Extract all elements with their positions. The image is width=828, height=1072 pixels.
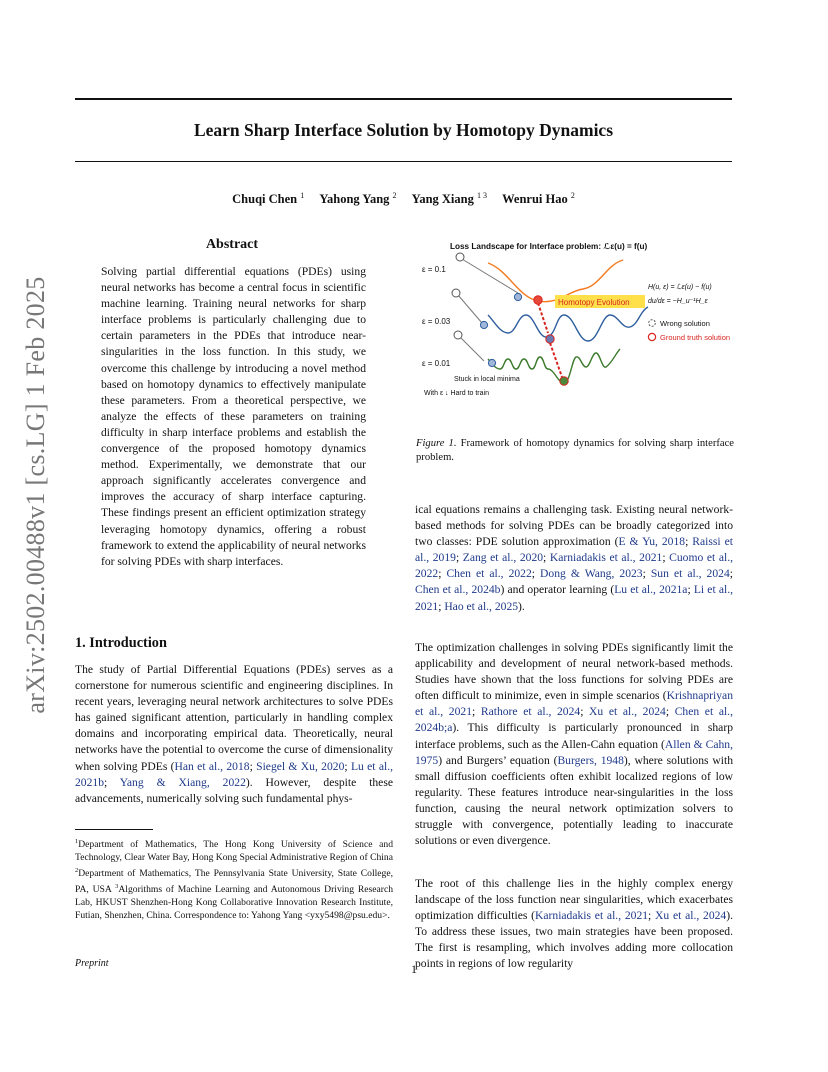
- citation-link[interactable]: Rathore et al., 2024: [480, 705, 581, 719]
- intro-paragraph: [75, 662, 393, 807]
- abstract-text: Solving partial differential equations (PDEs) using neural networks has become a central focus in scientific machine learning. Training neural networks for sharp interface problems is particularly challenging due to certain parameters in the PDEs that introduce near-singularities in the loss function. In this study, we overcome this challenge by introducing a novel method based on homotopy dynamics to effectively manipulate these parameters. From a theoretical perspective, we analyze the effects of these parameters on training difficulty in sharp interface problems and establish the convergence of the proposed homotopy dynamics method. Experimentally, we demonstrate that our approach significantly accelerates convergence and improves the accuracy of sharp interface capturing. These findings present an efficient optimization strategy leveraging homotopy dynamics, offering a robust framework to extend the applicability of neural networks for solving PDEs with sharp interfaces.: [101, 265, 366, 568]
- landscape-curve-eps2: [488, 307, 648, 341]
- figure-homotopy-landscape: [418, 235, 748, 405]
- homotopy-arrow-1: [538, 303, 548, 333]
- paragraph-text: ;: [344, 759, 351, 773]
- title-top-rule: [75, 98, 732, 100]
- paragraph-text: ical equations remains a challenging task. Existing neural network-based methods for solving PDEs can be broadly categorized into two classes: PDE solution approximation (: [415, 503, 733, 549]
- affiliation-footnote: $^1$Department of Mathematics, The Hong Kong University of Science and Technology, Clear Water Bay, Hong Kong Special Administrative Region of China $^2$Department of Mathematics, The Pennsylvania State University, State College, PA, USA $^3$Algorithms of Machine Learning and Autonomous Driving Research Lab, HKUST Shenzhen-Hong Kong Collaborative Innovation Research Institute, Futian, Shenzhen, China. Correspondence to: Yahong Yang <yxy5498@psu.edu>.: [75, 838, 393, 921]
- eps-label-2: ε = 0.03: [422, 317, 451, 326]
- author: Yang Xiang $^{1 3}$: [411, 191, 487, 207]
- start-point-2: [452, 289, 460, 297]
- citation-link[interactable]: E & Yu, 2018: [618, 535, 686, 549]
- wrong-point-3: [488, 359, 495, 366]
- truth-point-3: [560, 377, 568, 385]
- stuck-note: Stuck in local minima: [454, 376, 520, 383]
- citation-link[interactable]: Xu et al., 2024: [655, 909, 727, 923]
- equation-h: H(u, ε) = ℒε(u) − f(u): [648, 284, 712, 291]
- paragraph-text: The optimization challenges in solving PDEs significantly limit the applicability and development of neural network-based methods. Studies have shown that the loss functions for solving PDEs are often difficult to minimize, even in simple scenarios (: [415, 641, 733, 703]
- arxiv-side-stamp: arXiv:2502.00488v1 [cs.LG] 1 Feb 2025: [21, 276, 50, 714]
- gray-arrow-3: [460, 337, 484, 361]
- right-paragraph-3: [415, 876, 733, 973]
- paragraph-text: ;: [642, 567, 651, 581]
- citation-link[interactable]: Xu et al., 2024: [589, 705, 666, 719]
- section-heading-introduction: 1. Introduction: [75, 635, 167, 651]
- paragraph-text: ;: [472, 705, 481, 719]
- paragraph-text: ;: [662, 551, 670, 565]
- citation-link[interactable]: Sun et al., 2024: [650, 567, 730, 581]
- wrong-point-1: [514, 293, 521, 300]
- citation-link[interactable]: Burgers, 1948: [557, 753, 624, 767]
- paper-title: Learn Sharp Interface Solution by Homotopy Dynamics: [193, 120, 614, 140]
- citation-link[interactable]: Lu et al., 2021b: [75, 759, 394, 789]
- figure-caption: Figure 1. Framework of homotopy dynamics for solving sharp interface problem.: [416, 438, 734, 464]
- citation-link[interactable]: Chen et al., 2024b;a: [415, 705, 733, 735]
- paragraph-text: ;: [543, 551, 550, 565]
- homotopy-label: Homotopy Evolution: [558, 298, 630, 307]
- start-point-3: [454, 331, 462, 339]
- legend-truth-marker: [648, 333, 655, 340]
- author: Wenrui Hao $^2$: [502, 191, 575, 207]
- legend-wrong-marker: [649, 320, 656, 327]
- paragraph-text: ). However, despite these advancements, numerically solving such fundamental phys-: [75, 775, 393, 805]
- eps-label-3: ε = 0.01: [422, 359, 451, 368]
- citation-link[interactable]: Karniadakis et al., 2021: [535, 909, 649, 923]
- paragraph-text: ;: [438, 599, 445, 613]
- right-paragraph-1: [415, 502, 733, 615]
- paragraph-text: ;: [580, 705, 590, 719]
- legend-truth-label: Ground truth solution: [660, 333, 731, 342]
- wrong-point-2: [480, 321, 487, 328]
- author-list: [75, 191, 732, 207]
- citation-link[interactable]: Hao et al., 2025: [444, 599, 519, 613]
- citation-link[interactable]: Allen & Cahn, 1975: [415, 737, 733, 767]
- gray-arrow-2: [458, 295, 482, 323]
- paragraph-text: ;: [729, 567, 733, 581]
- paragraph-text: ). To address these issues, two main strategies have been proposed. The first is resampling, which involves adding more collocation points in regions of low regularity: [415, 909, 733, 971]
- equation-dude: du/dε = −H_u⁻¹H_ε: [648, 298, 708, 305]
- citation-link[interactable]: Siegel & Xu, 2020: [256, 759, 345, 773]
- citation-link[interactable]: Chen et al., 2022: [446, 567, 532, 581]
- author: Yahong Yang $^2$: [319, 191, 397, 207]
- hard-note: With ε ↓ Hard to train: [424, 390, 489, 397]
- author: Chuqi Chen $^1$: [232, 191, 305, 207]
- citation-link[interactable]: Li et al., 2021: [415, 583, 733, 613]
- paragraph-text: The root of this challenge lies in the highly complex energy landscape of the loss function near singularities, which exacerbates optimization difficulties (: [415, 877, 733, 923]
- citation-link[interactable]: Karniadakis et al., 2021: [549, 551, 663, 565]
- citation-link[interactable]: Yang & Xiang, 2022: [119, 775, 246, 789]
- paragraph-text: ;: [685, 535, 693, 549]
- citation-link[interactable]: Han et al., 2018: [174, 759, 250, 773]
- paragraph-text: ;: [687, 583, 694, 597]
- truth-point-1: [534, 296, 542, 304]
- paragraph-text: ;: [665, 705, 675, 719]
- abstract-heading: Abstract: [205, 237, 259, 252]
- preprint-label: Preprint: [75, 958, 109, 969]
- figure-title: Loss Landscape for Interface problem: ℒε(u) = f(u): [450, 242, 648, 251]
- paragraph-text: ;: [438, 567, 447, 581]
- paragraph-text: The study of Partial Differential Equations (PDEs) serves as a cornerstone for numerous scientific and engineering disciplines. In recent years, leveraging neural network architectures to solve PDEs has gained significant attention, particularly in handling complex domains and incorporating empirical data. Theoretically, neural networks have the potential to overcome the curse of dimensionality when solving PDEs (: [75, 663, 393, 773]
- citation-link[interactable]: Raissi et al., 2019: [415, 535, 733, 565]
- paragraph-text: ;: [455, 551, 463, 565]
- citation-link[interactable]: Zang et al., 2020: [462, 551, 544, 565]
- citation-link[interactable]: Cuomo et al., 2022: [415, 551, 733, 581]
- right-paragraph-2: [415, 640, 733, 849]
- legend-wrong-label: Wrong solution: [660, 319, 710, 328]
- citation-link[interactable]: Dong & Wang, 2023: [540, 567, 643, 581]
- paragraph-text: ), where solutions with small diffusion coefficients often exhibit localized regions of low regularity. These features introduce near-singularities in the loss function, causing the neural network optimization solvers to struggle with convergence, potentially leading to inaccurate solutions or even divergence.: [415, 753, 733, 848]
- title-bottom-rule: [75, 161, 732, 162]
- paragraph-text: ;: [531, 567, 541, 581]
- eps-label-1: ε = 0.1: [422, 265, 446, 274]
- paragraph-text: ).: [518, 599, 525, 613]
- page-number: 1: [411, 962, 417, 976]
- citation-link[interactable]: Chen et al., 2024b: [415, 583, 501, 597]
- paragraph-text: ;: [648, 909, 656, 923]
- truth-point-2: [546, 335, 554, 343]
- footnote-rule: [75, 829, 153, 830]
- start-point-1: [456, 253, 464, 261]
- citation-link[interactable]: Krishnapriyan et al., 2021: [415, 689, 733, 719]
- paragraph-text: ;: [103, 775, 120, 789]
- paragraph-text: ) and operator learning (: [500, 583, 615, 597]
- paragraph-text: ) and Burgers’ equation (: [438, 753, 558, 767]
- citation-link[interactable]: Lu et al., 2021a: [614, 583, 688, 597]
- paragraph-text: ). This difficulty is particularly pronounced in sharp interface problems, such as the Allen-Cahn equation (: [415, 721, 733, 751]
- paragraph-text: ;: [249, 759, 257, 773]
